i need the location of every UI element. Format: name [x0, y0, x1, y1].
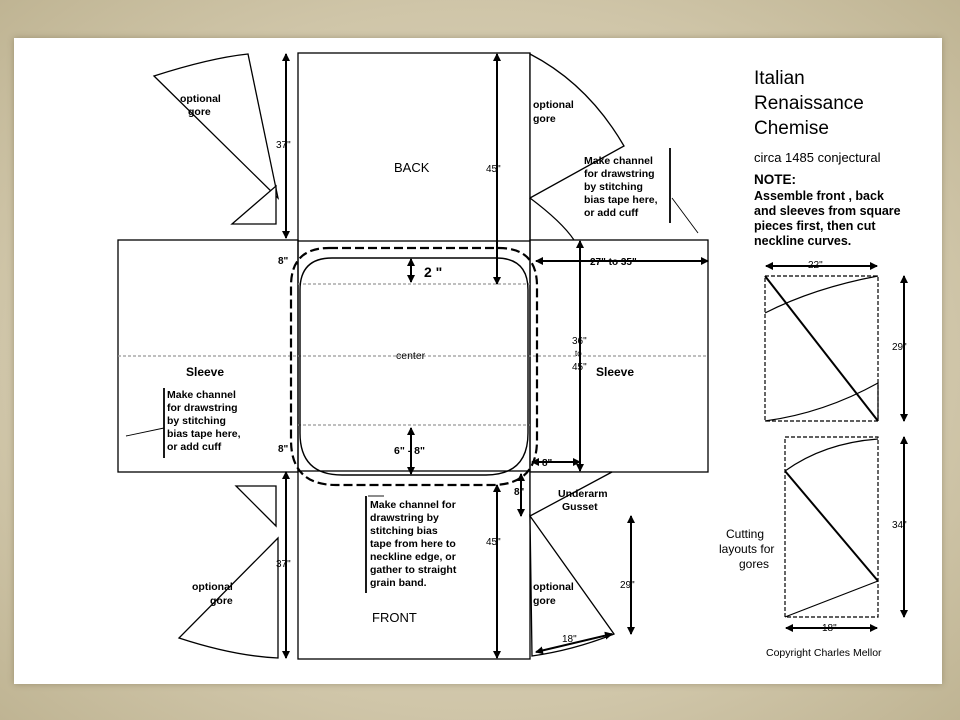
gore-tl-label-2: gore [188, 106, 211, 118]
label-front: FRONT [372, 610, 417, 625]
note-line3: pieces first, then cut [754, 219, 876, 233]
channel-front-6: gather to straight [370, 564, 457, 576]
label-sleeve-right: Sleeve [596, 365, 635, 379]
label-center: center [396, 350, 426, 362]
title-line3: Chemise [754, 118, 829, 139]
cutting-line1: Cutting [726, 527, 765, 541]
cutting-line3: gores [739, 557, 770, 571]
gore-bl-label-1: optional [192, 581, 233, 593]
label-gusset-2: Gusset [562, 501, 598, 513]
label-back: BACK [394, 160, 430, 175]
dim-layout1-height-label: 29" [892, 342, 907, 353]
label-gusset-1: Underarm [558, 488, 608, 500]
channel-right-5: or add cuff [584, 207, 639, 219]
channel-front-2: drawstring by [370, 512, 439, 524]
title-line1: Italian [754, 68, 805, 89]
channel-front-5: neckline edge, or [370, 551, 456, 563]
channel-right-1: Make channel [584, 155, 653, 167]
channel-left-1: Make channel [167, 389, 236, 401]
dim-gore-br-width-label: 18" [562, 634, 577, 645]
gore-tr-label-2: gore [533, 113, 556, 125]
gore-tr-label-1: optional [533, 99, 574, 111]
dim-shoulder-bottom-label: 8" [278, 444, 289, 455]
chemise-pattern-diagram [14, 38, 942, 684]
dim-shoulder-top-label: 8" [278, 256, 289, 267]
triangle-bottom-left [236, 486, 276, 526]
dim-neck-bottom-label: 6" - 8" [394, 445, 425, 457]
cutting-line2: layouts for [719, 542, 775, 556]
note-line4: neckline curves. [754, 234, 852, 248]
channel-left-2: for drawstring [167, 402, 238, 414]
dim-sleeve-len-2: to [575, 349, 582, 358]
dim-layout1-width-label: 22" [808, 260, 823, 271]
triangle-top-left [232, 186, 276, 224]
dim-gore-bottom-label: 37" [276, 559, 291, 570]
dim-gore-br-height-label: 29" [620, 580, 635, 591]
channel-front-3: stitching bias [370, 525, 438, 537]
channel-left-3: by stitching [167, 415, 226, 427]
dim-front-label: 45" [486, 537, 501, 548]
channel-right-4: bias tape here, [584, 194, 658, 206]
dim-sleeve-len-3: 45" [572, 362, 587, 373]
title-line2: Renaissance [754, 93, 864, 114]
dim-gusset-height-label: 8" [514, 487, 525, 498]
note-line1: Assemble front , back [754, 189, 884, 203]
neckline-curve [300, 258, 528, 475]
gore-tl-label-1: optional [180, 93, 221, 105]
dim-layout2-width-label: 18" [822, 623, 837, 634]
channel-right-2: for drawstring [584, 168, 655, 180]
title-date: circa 1485 conjectural [754, 150, 881, 165]
dim-gore-top-label: 37" [276, 140, 291, 151]
dim-back-label: 45" [486, 164, 501, 175]
slide [14, 38, 942, 684]
channel-front-7: grain band. [370, 577, 427, 589]
gore-top-left [154, 54, 278, 198]
channel-left-5: or add cuff [167, 441, 222, 453]
gore-br-label-1: optional [533, 581, 574, 593]
dim-sleeve-width-label: 27" to 35" [590, 257, 637, 268]
dim-layout2-height-label: 34" [892, 520, 907, 531]
dim-sleeve-len-1: 36" [572, 336, 587, 347]
gore-br-label-2: gore [533, 595, 556, 607]
note-line2: and sleeves from square [754, 204, 901, 218]
channel-front-1: Make channel for [370, 499, 456, 511]
back-piece [298, 53, 530, 241]
channel-right-3: by stitching [584, 181, 643, 193]
channel-front-4: tape from here to [370, 538, 456, 550]
copyright: Copyright Charles Mellor [766, 647, 882, 659]
dim-gusset-width-label: 8" [542, 458, 553, 469]
gore-bl-label-2: gore [210, 595, 233, 607]
label-sleeve-left: Sleeve [186, 365, 225, 379]
note-heading: NOTE: [754, 172, 796, 187]
dim-neck-top-label: 2 " [424, 264, 443, 280]
channel-left-4: bias tape here, [167, 428, 241, 440]
